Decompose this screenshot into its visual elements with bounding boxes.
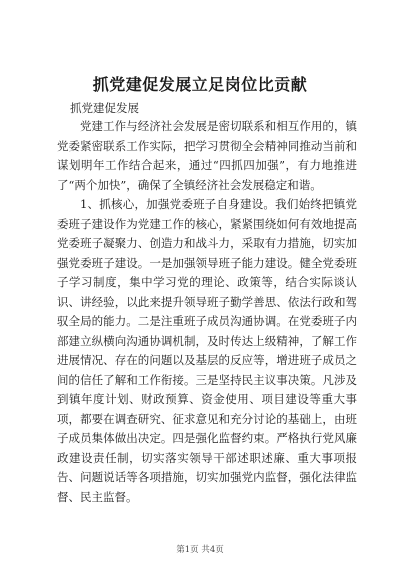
document-body: [57, 117, 357, 507]
paragraph: 1、抓核心，加强党委班子自身建设。我们始终把镇党委班子建设作为党建工作的核心，紧紧围绕如何有效地提高党委班子凝聚力、创造力和战斗力，采取有力措施，切实加强党委班子建设。一是加强领导班子能力建设。健全党委班子学习制度，集中学习党的理论、政策等，结合实际谈认识、讲经验，以此来提升领导班子勤学善思、依法行政和驾驭全局的能力。二是注重班子成员沟通协调。在党委班子内部建立纵横向沟通协调机制，及时传达上级精神，了解工作进展情况、存在的问题以及基层的反应等，增进班子成员之间的信任了解和工作衔接。三是坚持民主议事决策。凡涉及到镇年度计划、财政预算、资金使用、项目建设等重大事项，都要在调查研究、征求意见和充分讨论的基础上，由班子成员集体做出决定。四是强化监督约束。严格执行党风廉政建设责任制，切实落实领导干部述职述廉、重大事项报告、问题说话等各项措施，切实加强党内监督，强化法律监督、民主监督。: [57, 197, 357, 504]
page-footer: 第1页 共4页: [176, 545, 224, 555]
paragraph: 党建工作与经济社会发展是密切联系和相互作用的，镇党委紧密联系工作实际，把学习贯彻全会精神同推动当前和谋划明年工作结合起来，通过“四抓四加强”，有力地推进了“两个加快”，确保了全镇经济社会发展稳定和谐。: [57, 119, 357, 192]
document-subtitle: 抓党建促发展: [70, 101, 139, 115]
document-title: 抓党建促发展立足岗位比贡献: [92, 75, 308, 94]
